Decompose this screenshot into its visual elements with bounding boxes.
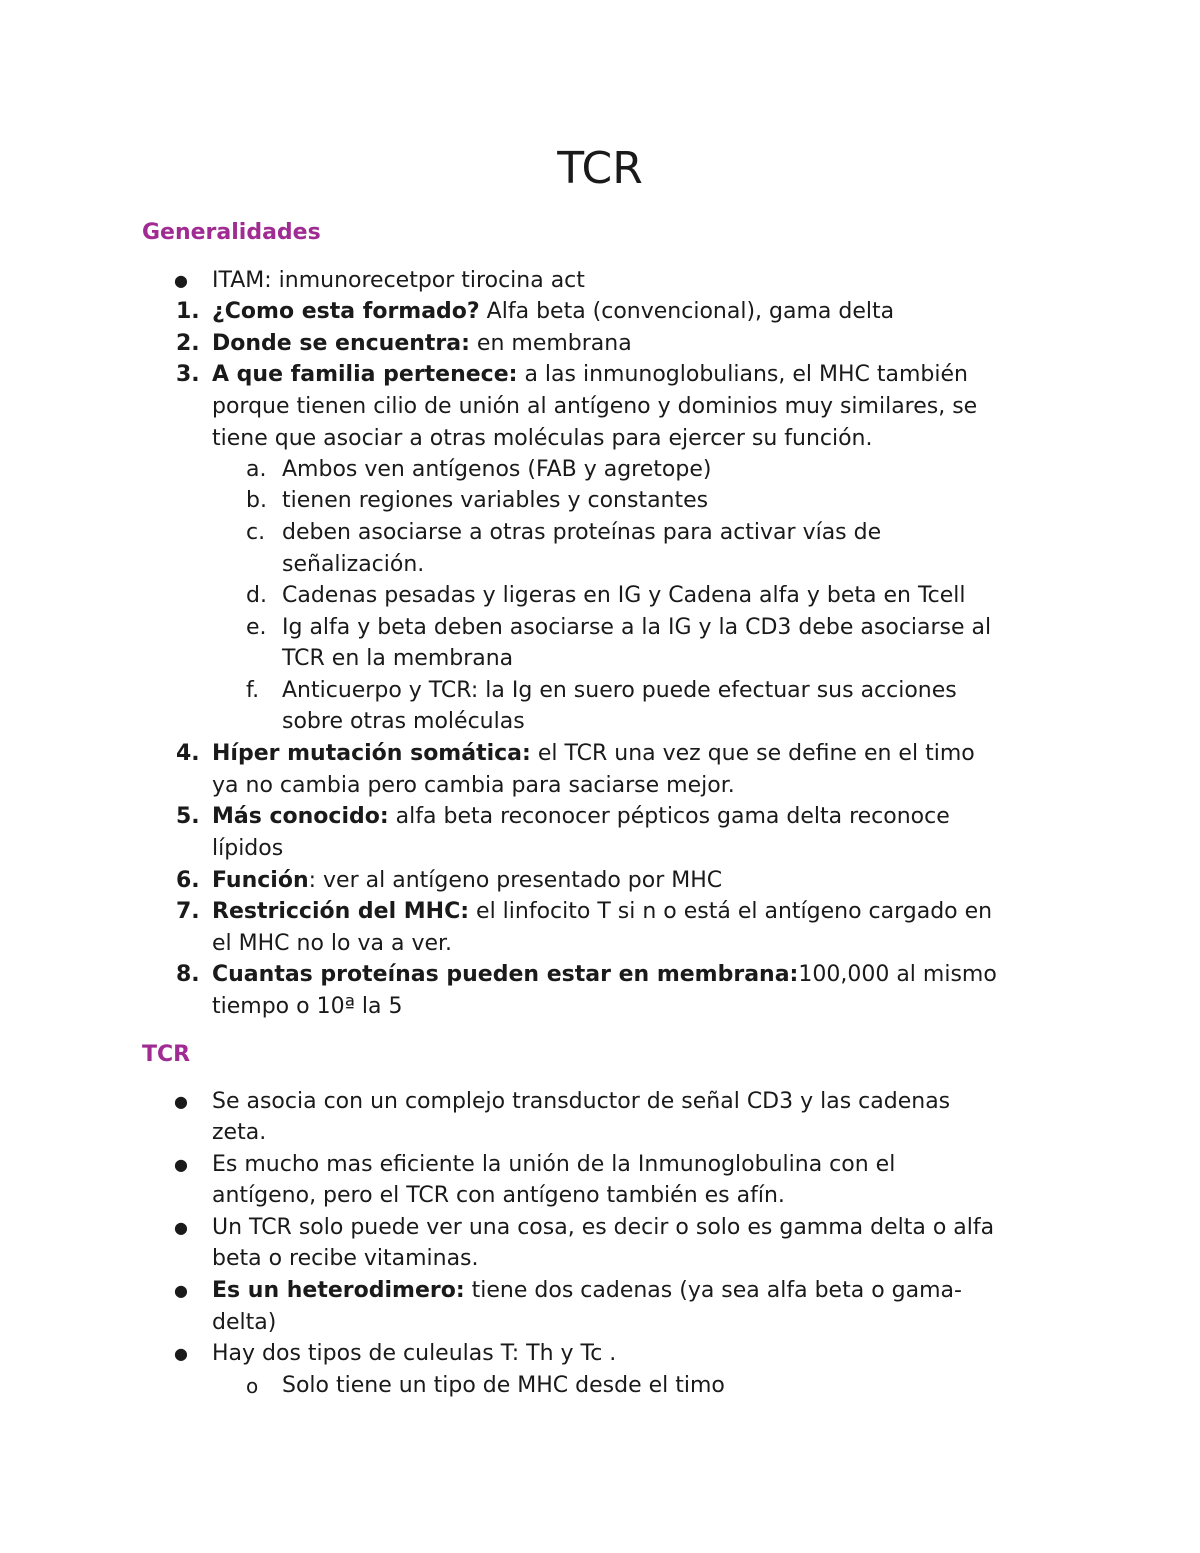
list-item-5-cont: lípidos <box>212 836 284 861</box>
bullet-item-2-cont: antígeno, pero el TCR con antígeno también es afín. <box>212 1183 785 1208</box>
sublist-item-a: Ambos ven antígenos (FAB y agretope) <box>282 457 712 482</box>
bullet-item-3: Un TCR solo puede ver una cosa, es decir o solo es gamma delta o alfa <box>212 1215 995 1240</box>
page-title: TCR <box>557 143 643 194</box>
bullet-marker: ● <box>174 1344 188 1363</box>
list-item-5: Más conocido: alfa beta reconocer pépticos gama delta reconoce <box>212 804 950 829</box>
bullet-item-4-cont: delta) <box>212 1310 277 1335</box>
list-number: 6. <box>176 868 200 893</box>
bullet-marker: ● <box>174 271 188 290</box>
list-item-3-cont: tiene que asociar a otras moléculas para ejercer su función. <box>212 426 873 451</box>
list-item-itam: ITAM: inmunorecetpor tirocina act <box>212 268 585 293</box>
list-item-7: Restricción del MHC: el linfocito T si n o está el antígeno cargado en <box>212 899 993 924</box>
section-heading-generalidades: Generalidades <box>142 220 321 245</box>
bullet-marker: ● <box>174 1218 188 1237</box>
sublist-letter: c. <box>246 520 266 545</box>
list-item-1: ¿Como esta formado? Alfa beta (convencional), gama delta <box>212 299 895 324</box>
sublist-letter: d. <box>246 583 267 608</box>
list-number: 2. <box>176 331 200 356</box>
sublist-item-b: tienen regiones variables y constantes <box>282 488 709 513</box>
sublist-item-c-cont: señalización. <box>282 552 425 577</box>
list-item-8-cont: tiempo o 10ª la 5 <box>212 994 403 1019</box>
sublist-letter: e. <box>246 615 267 640</box>
section-heading-tcr: TCR <box>142 1042 191 1067</box>
list-item-3-cont: porque tienen cilio de unión al antígeno y dominios muy similares, se <box>212 394 978 419</box>
sublist-letter: b. <box>246 488 267 513</box>
bullet-item-5: Hay dos tipos de culeulas T: Th y Tc . <box>212 1341 617 1366</box>
bullet-item-3-cont: beta o recibe vitaminas. <box>212 1246 479 1271</box>
list-number: 4. <box>176 741 200 766</box>
sublist-letter: f. <box>246 678 260 703</box>
sublist-item-e-cont: TCR en la membrana <box>282 646 514 671</box>
list-item-8: Cuantas proteínas pueden estar en membrana:100,000 al mismo <box>212 962 997 987</box>
list-number: 8. <box>176 962 200 987</box>
list-item-4: Híper mutación somática: el TCR una vez que se define en el timo <box>212 741 975 766</box>
sublist-letter: a. <box>246 457 267 482</box>
bullet-marker: ● <box>174 1092 188 1111</box>
list-item-6: Función: ver al antígeno presentado por MHC <box>212 868 723 893</box>
list-item-3: A que familia pertenece: a las inmunoglobulians, el MHC también <box>212 362 968 387</box>
bullet-item-4: Es un heterodimero: tiene dos cadenas (ya sea alfa beta o gama- <box>212 1278 962 1303</box>
bullet-marker: ● <box>174 1281 188 1300</box>
sublist-item-f-cont: sobre otras moléculas <box>282 709 525 734</box>
subbullet-item: Solo tiene un tipo de MHC desde el timo <box>282 1373 725 1398</box>
list-item-7-cont: el MHC no lo va a ver. <box>212 931 453 956</box>
bullet-item-2: Es mucho mas eficiente la unión de la Inmunoglobulina con el <box>212 1152 896 1177</box>
list-number: 7. <box>176 899 200 924</box>
list-item-4-cont: ya no cambia pero cambia para saciarse mejor. <box>212 773 735 798</box>
bullet-item-1-cont: zeta. <box>212 1120 267 1145</box>
list-number: 3. <box>176 362 200 387</box>
sublist-item-f: Anticuerpo y TCR: la Ig en suero puede efectuar sus acciones <box>282 678 957 703</box>
list-item-2: Donde se encuentra: en membrana <box>212 331 632 356</box>
list-number: 5. <box>176 804 200 829</box>
hollow-bullet-marker: o <box>246 1374 259 1398</box>
sublist-item-e: Ig alfa y beta deben asociarse a la IG y la CD3 debe asociarse al <box>282 615 992 640</box>
sublist-item-c: deben asociarse a otras proteínas para activar vías de <box>282 520 882 545</box>
list-number: 1. <box>176 299 200 324</box>
bullet-marker: ● <box>174 1155 188 1174</box>
sublist-item-d: Cadenas pesadas y ligeras en IG y Cadena alfa y beta en Tcell <box>282 583 966 608</box>
bullet-item-1: Se asocia con un complejo transductor de señal CD3 y las cadenas <box>212 1089 951 1114</box>
